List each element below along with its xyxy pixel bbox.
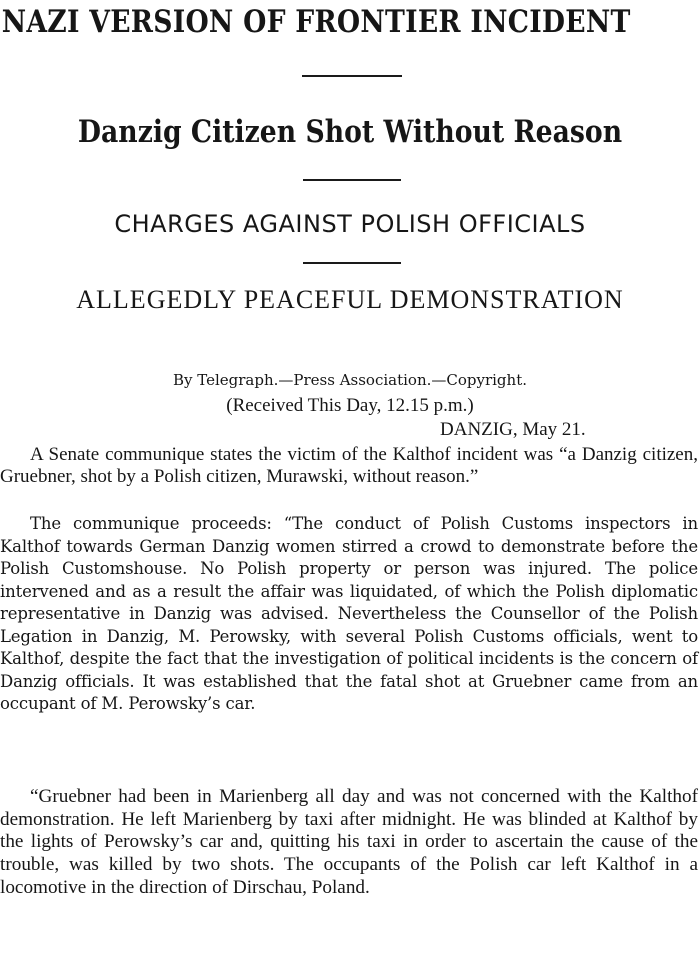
dateline: DANZIG, May 21.: [440, 419, 586, 440]
byline: By Telegraph.—Press Association.—Copyright.: [172, 371, 527, 389]
subheadline-secondary: CHARGES AGAINST POLISH OFFICIALS: [114, 210, 586, 238]
divider-rule: [303, 262, 401, 264]
subheadline-primary: Danzig Citizen Shot Without Reason: [77, 114, 623, 150]
headline: NAZI VERSION OF FRONTIER INCIDENT: [1, 4, 631, 40]
received-timestamp: (Received This Day, 12.15 p.m.): [226, 395, 474, 416]
body-paragraph: “Gruebner had been in Marienberg all day and was not concerned with the Kalthof demonstration. He left Marienberg by taxi after midnight. He was blinded at Kalthof by the lights of Perowsky’s car and, quitting his taxi in order to ascertain the cause of the trouble, was killed by two shots. The occupants of the Polish car left Kalthof in a locomotive in the direction of Dirschau, Poland.: [0, 786, 698, 898]
body-paragraph: A Senate communique states the victim of the Kalthof incident was “a Danzig citizen, Gruebner, shot by a Polish citizen, Murawski, without reason.”: [0, 444, 698, 487]
body-paragraph: The communique proceeds: “The conduct of Polish Customs inspectors in Kalthof towards German Danzig women stirred a crowd to demonstrate before the Polish Customshouse. No Polish property or person was injured. The police intervened and as a result the affair was liquidated, of which the Polish diplomatic representative in Danzig was advised. Nevertheless the Counsellor of the Polish Legation in Danzig, M. Perowsky, with several Polish Customs officials, went to Kalthof, despite the fact that the investigation of political incidents is the concern of Danzig officials. It was established that the fatal shot at Gruebner came from an occupant of M. Perowsky’s car.: [0, 514, 698, 713]
subheadline-tertiary: ALLEGEDLY PEACEFUL DEMONSTRATION: [76, 285, 624, 314]
divider-rule: [302, 75, 402, 77]
divider-rule: [303, 179, 401, 181]
